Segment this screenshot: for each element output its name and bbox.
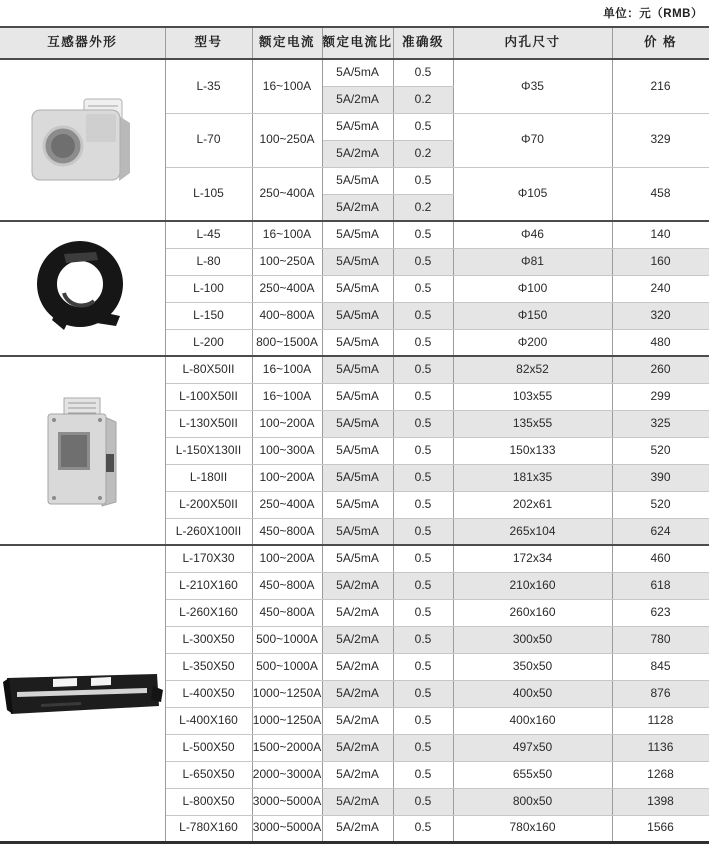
table-header-row bbox=[0, 27, 709, 59]
current-ratio-cell: 5A/2mA bbox=[322, 761, 393, 788]
current-ratio-cell: 5A/5mA bbox=[322, 329, 393, 356]
rated-current-cell: 3000~5000A bbox=[252, 815, 322, 842]
model-cell: L-200 bbox=[165, 329, 252, 356]
accuracy-class-cell: 0.5 bbox=[393, 221, 453, 248]
price-cell: 458 bbox=[612, 167, 709, 221]
hole-size-cell: 103x55 bbox=[453, 383, 612, 410]
price-cell: 1398 bbox=[612, 788, 709, 815]
price-cell: 1136 bbox=[612, 734, 709, 761]
current-ratio-cell: 5A/2mA bbox=[322, 599, 393, 626]
table-row bbox=[0, 221, 709, 248]
hole-size-cell: Φ81 bbox=[453, 248, 612, 275]
table-row bbox=[0, 59, 709, 86]
model-cell: L-200X50II bbox=[165, 491, 252, 518]
current-ratio-cell: 5A/5mA bbox=[322, 383, 393, 410]
square-ct-image bbox=[26, 94, 138, 186]
hole-size-cell: 265x104 bbox=[453, 518, 612, 545]
rated-current-cell: 16~100A bbox=[252, 59, 322, 113]
rated-current-cell: 100~250A bbox=[252, 248, 322, 275]
rated-current-cell: 16~100A bbox=[252, 383, 322, 410]
hole-size-cell: Φ70 bbox=[453, 113, 612, 167]
accuracy-class-cell: 0.2 bbox=[393, 86, 453, 113]
price-cell: 325 bbox=[612, 410, 709, 437]
accuracy-class-cell: 0.5 bbox=[393, 302, 453, 329]
accuracy-class-cell: 0.5 bbox=[393, 653, 453, 680]
rated-current-cell: 1000~1250A bbox=[252, 707, 322, 734]
hole-size-cell: 400x160 bbox=[453, 707, 612, 734]
model-cell: L-100 bbox=[165, 275, 252, 302]
price-cell: 160 bbox=[612, 248, 709, 275]
hole-size-cell: 135x55 bbox=[453, 410, 612, 437]
model-cell: L-80X50II bbox=[165, 356, 252, 383]
rated-current-cell: 250~400A bbox=[252, 167, 322, 221]
hole-size-cell: 260x160 bbox=[453, 599, 612, 626]
model-cell: L-300X50 bbox=[165, 626, 252, 653]
rated-current-cell: 400~800A bbox=[252, 302, 322, 329]
model-cell: L-130X50II bbox=[165, 410, 252, 437]
accuracy-class-cell: 0.5 bbox=[393, 356, 453, 383]
rated-current-cell: 450~800A bbox=[252, 599, 322, 626]
product-image-cell bbox=[0, 356, 165, 545]
accuracy-class-cell: 0.5 bbox=[393, 437, 453, 464]
model-cell: L-100X50II bbox=[165, 383, 252, 410]
table-row bbox=[0, 356, 709, 383]
column-header: 额定电流 bbox=[252, 27, 322, 59]
accuracy-class-cell: 0.5 bbox=[393, 599, 453, 626]
column-header: 准确级 bbox=[393, 27, 453, 59]
hole-size-cell: 780x160 bbox=[453, 815, 612, 842]
price-cell: 618 bbox=[612, 572, 709, 599]
hole-size-cell: 497x50 bbox=[453, 734, 612, 761]
hole-size-cell: 655x50 bbox=[453, 761, 612, 788]
accuracy-class-cell: 0.2 bbox=[393, 194, 453, 221]
model-cell: L-500X50 bbox=[165, 734, 252, 761]
accuracy-class-cell: 0.5 bbox=[393, 491, 453, 518]
price-cell: 1128 bbox=[612, 707, 709, 734]
accuracy-class-cell: 0.5 bbox=[393, 383, 453, 410]
model-cell: L-180II bbox=[165, 464, 252, 491]
unit-label: 单位：元（RMB） bbox=[603, 8, 703, 20]
rated-current-cell: 800~1500A bbox=[252, 329, 322, 356]
current-ratio-cell: 5A/5mA bbox=[322, 59, 393, 86]
model-cell: L-170X30 bbox=[165, 545, 252, 572]
accuracy-class-cell: 0.5 bbox=[393, 410, 453, 437]
table-row bbox=[0, 545, 709, 572]
model-cell: L-780X160 bbox=[165, 815, 252, 842]
accuracy-class-cell: 0.5 bbox=[393, 167, 453, 194]
accuracy-class-cell: 0.5 bbox=[393, 680, 453, 707]
rated-current-cell: 16~100A bbox=[252, 356, 322, 383]
rated-current-cell: 100~250A bbox=[252, 113, 322, 167]
accuracy-class-cell: 0.5 bbox=[393, 518, 453, 545]
rated-current-cell: 3000~5000A bbox=[252, 788, 322, 815]
hole-size-cell: 400x50 bbox=[453, 680, 612, 707]
price-cell: 624 bbox=[612, 518, 709, 545]
column-header: 互感器外形 bbox=[0, 27, 165, 59]
price-cell: 460 bbox=[612, 545, 709, 572]
hole-size-cell: Φ35 bbox=[453, 59, 612, 113]
accuracy-class-cell: 0.5 bbox=[393, 275, 453, 302]
accuracy-class-cell: 0.5 bbox=[393, 329, 453, 356]
bar-ct-image bbox=[1, 664, 163, 722]
model-cell: L-80 bbox=[165, 248, 252, 275]
accuracy-class-cell: 0.5 bbox=[393, 59, 453, 86]
hole-size-cell: 350x50 bbox=[453, 653, 612, 680]
current-ratio-cell: 5A/5mA bbox=[322, 302, 393, 329]
transformer-price-table bbox=[0, 26, 709, 844]
model-cell: L-350X50 bbox=[165, 653, 252, 680]
price-cell: 480 bbox=[612, 329, 709, 356]
hole-size-cell: Φ46 bbox=[453, 221, 612, 248]
rated-current-cell: 250~400A bbox=[252, 491, 322, 518]
price-cell: 845 bbox=[612, 653, 709, 680]
frame-ct-image bbox=[38, 392, 126, 510]
price-cell: 623 bbox=[612, 599, 709, 626]
current-ratio-cell: 5A/5mA bbox=[322, 356, 393, 383]
rated-current-cell: 100~200A bbox=[252, 410, 322, 437]
hole-size-cell: 210x160 bbox=[453, 572, 612, 599]
column-header: 内孔尺寸 bbox=[453, 27, 612, 59]
hole-size-cell: 82x52 bbox=[453, 356, 612, 383]
accuracy-class-cell: 0.5 bbox=[393, 113, 453, 140]
model-cell: L-70 bbox=[165, 113, 252, 167]
current-ratio-cell: 5A/2mA bbox=[322, 572, 393, 599]
current-ratio-cell: 5A/5mA bbox=[322, 464, 393, 491]
model-cell: L-650X50 bbox=[165, 761, 252, 788]
accuracy-class-cell: 0.5 bbox=[393, 815, 453, 842]
current-ratio-cell: 5A/5mA bbox=[322, 113, 393, 140]
model-cell: L-260X160 bbox=[165, 599, 252, 626]
accuracy-class-cell: 0.5 bbox=[393, 707, 453, 734]
rated-current-cell: 450~800A bbox=[252, 518, 322, 545]
accuracy-class-cell: 0.5 bbox=[393, 788, 453, 815]
current-ratio-cell: 5A/2mA bbox=[322, 140, 393, 167]
current-ratio-cell: 5A/2mA bbox=[322, 626, 393, 653]
hole-size-cell: Φ100 bbox=[453, 275, 612, 302]
price-cell: 1268 bbox=[612, 761, 709, 788]
accuracy-class-cell: 0.5 bbox=[393, 761, 453, 788]
rated-current-cell: 450~800A bbox=[252, 572, 322, 599]
rated-current-cell: 500~1000A bbox=[252, 626, 322, 653]
model-cell: L-150 bbox=[165, 302, 252, 329]
accuracy-class-cell: 0.5 bbox=[393, 734, 453, 761]
price-cell: 216 bbox=[612, 59, 709, 113]
rated-current-cell: 2000~3000A bbox=[252, 761, 322, 788]
hole-size-cell: 202x61 bbox=[453, 491, 612, 518]
product-image-cell bbox=[0, 545, 165, 842]
rated-current-cell: 100~200A bbox=[252, 545, 322, 572]
current-ratio-cell: 5A/2mA bbox=[322, 680, 393, 707]
rated-current-cell: 250~400A bbox=[252, 275, 322, 302]
hole-size-cell: 181x35 bbox=[453, 464, 612, 491]
current-ratio-cell: 5A/2mA bbox=[322, 734, 393, 761]
hole-size-cell: Φ105 bbox=[453, 167, 612, 221]
price-cell: 260 bbox=[612, 356, 709, 383]
current-ratio-cell: 5A/5mA bbox=[322, 167, 393, 194]
model-cell: L-45 bbox=[165, 221, 252, 248]
column-header: 价 格 bbox=[612, 27, 709, 59]
hole-size-cell: 172x34 bbox=[453, 545, 612, 572]
rated-current-cell: 100~300A bbox=[252, 437, 322, 464]
price-cell: 329 bbox=[612, 113, 709, 167]
price-cell: 240 bbox=[612, 275, 709, 302]
model-cell: L-400X160 bbox=[165, 707, 252, 734]
price-cell: 299 bbox=[612, 383, 709, 410]
current-ratio-cell: 5A/5mA bbox=[322, 437, 393, 464]
product-image-cell bbox=[0, 59, 165, 221]
current-ratio-cell: 5A/2mA bbox=[322, 194, 393, 221]
rated-current-cell: 500~1000A bbox=[252, 653, 322, 680]
price-cell: 320 bbox=[612, 302, 709, 329]
current-ratio-cell: 5A/2mA bbox=[322, 653, 393, 680]
rated-current-cell: 1500~2000A bbox=[252, 734, 322, 761]
current-ratio-cell: 5A/5mA bbox=[322, 248, 393, 275]
product-image-cell bbox=[0, 221, 165, 356]
hole-size-cell: 800x50 bbox=[453, 788, 612, 815]
current-ratio-cell: 5A/5mA bbox=[322, 410, 393, 437]
hole-size-cell: Φ200 bbox=[453, 329, 612, 356]
price-cell: 390 bbox=[612, 464, 709, 491]
accuracy-class-cell: 0.5 bbox=[393, 626, 453, 653]
current-ratio-cell: 5A/5mA bbox=[322, 491, 393, 518]
model-cell: L-260X100II bbox=[165, 518, 252, 545]
rated-current-cell: 100~200A bbox=[252, 464, 322, 491]
current-ratio-cell: 5A/2mA bbox=[322, 86, 393, 113]
rated-current-cell: 16~100A bbox=[252, 221, 322, 248]
hole-size-cell: Φ150 bbox=[453, 302, 612, 329]
model-cell: L-210X160 bbox=[165, 572, 252, 599]
hole-size-cell: 300x50 bbox=[453, 626, 612, 653]
price-cell: 520 bbox=[612, 491, 709, 518]
current-ratio-cell: 5A/5mA bbox=[322, 545, 393, 572]
accuracy-class-cell: 0.5 bbox=[393, 248, 453, 275]
column-header: 额定电流比 bbox=[322, 27, 393, 59]
accuracy-class-cell: 0.5 bbox=[393, 572, 453, 599]
accuracy-class-cell: 0.2 bbox=[393, 140, 453, 167]
model-cell: L-150X130II bbox=[165, 437, 252, 464]
model-cell: L-35 bbox=[165, 59, 252, 113]
column-header: 型号 bbox=[165, 27, 252, 59]
ring-ct-image bbox=[34, 238, 130, 340]
current-ratio-cell: 5A/5mA bbox=[322, 518, 393, 545]
current-ratio-cell: 5A/2mA bbox=[322, 707, 393, 734]
hole-size-cell: 150x133 bbox=[453, 437, 612, 464]
price-cell: 1566 bbox=[612, 815, 709, 842]
price-cell: 520 bbox=[612, 437, 709, 464]
current-ratio-cell: 5A/5mA bbox=[322, 275, 393, 302]
accuracy-class-cell: 0.5 bbox=[393, 545, 453, 572]
current-ratio-cell: 5A/2mA bbox=[322, 815, 393, 842]
price-cell: 876 bbox=[612, 680, 709, 707]
current-ratio-cell: 5A/5mA bbox=[322, 221, 393, 248]
price-cell: 140 bbox=[612, 221, 709, 248]
rated-current-cell: 1000~1250A bbox=[252, 680, 322, 707]
accuracy-class-cell: 0.5 bbox=[393, 464, 453, 491]
price-cell: 780 bbox=[612, 626, 709, 653]
model-cell: L-105 bbox=[165, 167, 252, 221]
current-ratio-cell: 5A/2mA bbox=[322, 788, 393, 815]
model-cell: L-800X50 bbox=[165, 788, 252, 815]
model-cell: L-400X50 bbox=[165, 680, 252, 707]
